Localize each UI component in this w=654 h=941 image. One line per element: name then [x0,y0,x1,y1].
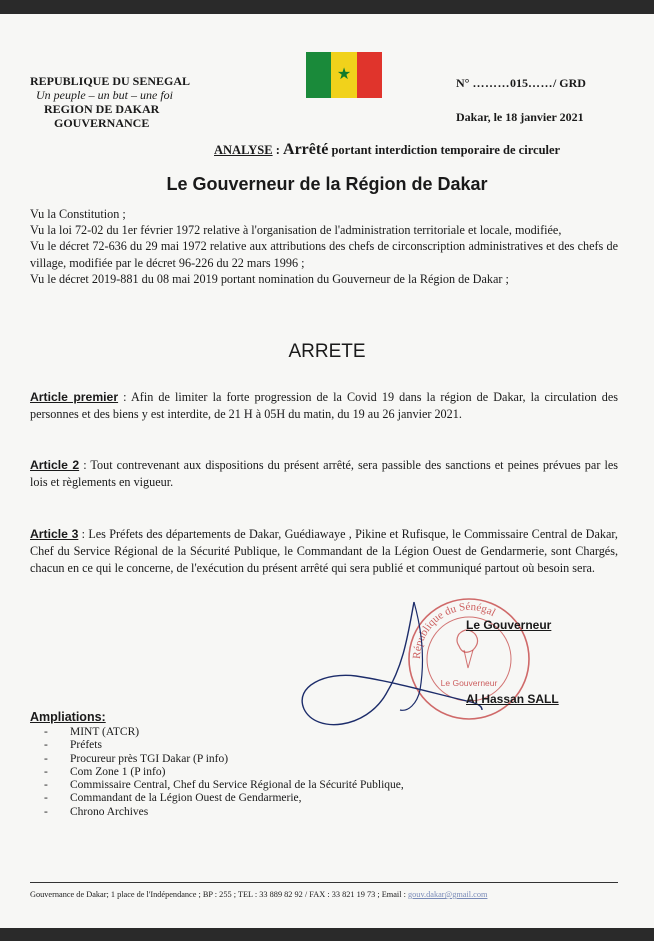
list-item: - Préfets [44,739,404,752]
analyse-label: ANALYSE [214,143,273,157]
vu-line: Vu la loi 72-02 du 1er février 1972 relative à l'organisation de l'administration territoriale et locale, modifiée, [30,223,562,238]
article-label: Article 2 [30,458,80,472]
list-item: - Procureur près TGI Dakar (P info) [44,753,404,766]
flag-red-band [357,52,382,98]
article-label: Article premier [30,390,119,404]
vu-line: Vu le décret 72-636 du 29 mai 1972 relative aux attributions des chefs de circonscription administratives et des chefs de village, modifiée par le décret 96-226 du 22 mars 1996 ; [30,239,618,270]
number-dots-left: ……… [472,76,510,90]
handwritten-signature [296,594,486,744]
flag-green-band [306,52,331,98]
number-suffix: / GRD [552,76,586,90]
document-date: Dakar, le 18 janvier 2021 [456,110,584,124]
number-prefix: N° [456,76,470,90]
country-name: REPUBLIQUE DU SENEGAL [30,74,191,88]
list-item: - MINT (ATCR) [44,726,404,739]
flag-yellow-band [331,52,356,98]
footer-divider [30,882,618,883]
page-title: Le Gouverneur de la Région de Dakar [166,174,488,194]
letterhead [30,74,270,130]
national-motto: Un peuple – un but – une foi [36,88,173,102]
list-item: - Chrono Archives [44,806,404,819]
senegal-flag-icon [306,52,382,98]
decree-number [456,76,586,91]
star-icon: ★ [336,66,352,83]
footer-address: Gouvernance de Dakar; 1 place de l'Indépendance ; BP : 255 ; TEL : 33 889 82 92 / FAX : 33 821 19 73 ; Email : [30,890,408,899]
footer-email-link[interactable]: gouv.dakar@gmail.com [408,890,488,899]
document-page [0,14,654,928]
list-item: - Commandant de la Légion Ouest de Gendarmerie, [44,792,404,805]
stamp-inner-text: Le Gouverneur [440,678,498,688]
vu-section [30,206,618,287]
article-3 [30,526,618,577]
article-text: : Les Préfets des départements de Dakar, Guédiawaye , Pikine et Rufisque, le Commissaire Central de Dakar, Chef du Service Régional de la Sécurité Publique, le Commandant de la Légion Ouest de Gendarmerie, sont Chargés, chacun en ce qui le concerne, de l'exécution du présent arrêté qui sera publié et communiqué partout où besoin sera. [30,527,618,575]
article-1 [30,389,618,423]
list-item: - Commissaire Central, Chef du Service Régional de la Sécurité Publique, [44,779,404,792]
vu-line: Vu le décret 2019-881 du 08 mai 2019 portant nomination du Gouverneur de la Région de Dakar ; [30,271,509,286]
list-item: - Com Zone 1 (P info) [44,766,404,779]
office-name: GOUVERNANCE [54,116,150,130]
arrete-heading: ARRETE [288,341,366,362]
number-value: 015 [509,76,528,90]
analyse-type: Arrêté [283,141,329,158]
signatory-name: Al Hassan SALL [466,692,559,706]
article-text: : Tout contrevenant aux dispositions du présent arrêté, sera passible des sanctions et peines prévues par les lois et règlements en vigueur. [30,458,618,489]
analyse-line [214,141,560,159]
signatory-title: Le Gouverneur [466,618,552,632]
article-2 [30,457,618,491]
number-dots-right: …… [527,76,553,90]
ampliations-list [44,726,404,819]
vu-line: Vu la Constitution ; [30,207,126,221]
analyse-colon: : [272,143,284,157]
article-text: : Afin de limiter la forte progression de la Covid 19 dans la région de Dakar, la circulation des personnes et des biens y est interdite, de 21 H à 05H du matin, du 19 au 26 janvier 2021. [30,390,618,421]
stamp-outer-text: République du Sénégal [410,600,498,660]
article-label: Article 3 [30,527,79,541]
analyse-subject: portant interdiction temporaire de circuler [328,143,561,157]
footer [30,890,630,899]
ampliations-heading: Ampliations: [30,710,106,724]
region-name: REGION DE DAKAR [44,102,160,116]
